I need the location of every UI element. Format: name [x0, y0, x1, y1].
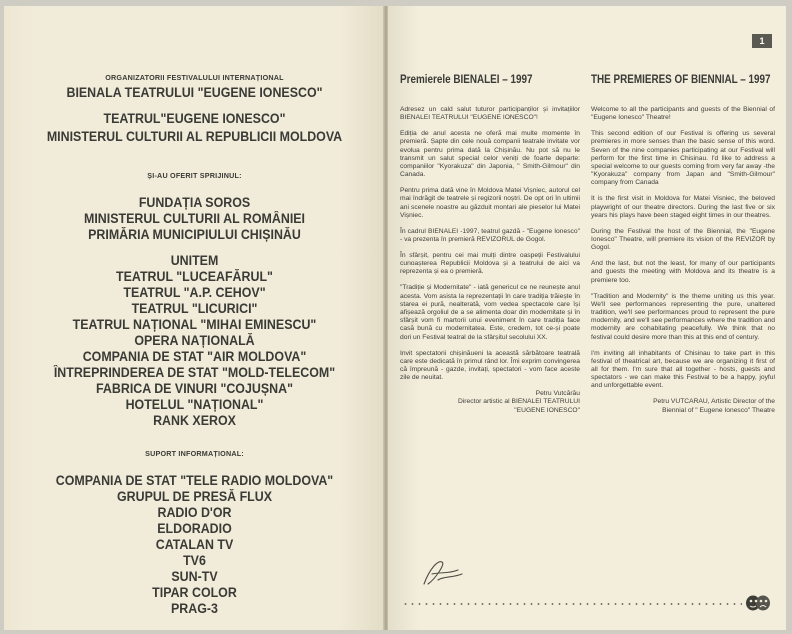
sponsor-line: RANK XEROX: [153, 413, 236, 428]
media-line: TIPAR COLOR: [152, 585, 237, 600]
paragraph: "Tradiție și Modernitate" - iată genericul ce ne reunește anul acesta. Vom asista la reprezentații în care tradiția trăiește în starea ei pură, nealterată, vom vedea spectacole care își afișează orgoliul de a se alimenta doar din modernitate și în sfârșit vom fi martorii unui eveniment în care tradiția face casă bună cu modernitatea. Este, credem, tot ce-și poate dori un Festival teatral de la sfârșitul secolului XX.: [400, 284, 580, 341]
paragraph: Welcome to all the participants and guests of the Biennial of "Eugene Ionesco" Theatre!: [591, 106, 775, 122]
media-line: TV6: [183, 553, 206, 568]
media-line: SUN-TV: [171, 569, 218, 584]
signature-line: Director artistic al BIENALEI TEATRULUI: [457, 398, 580, 406]
sponsor-line: TEATRUL NAȚIONAL "MIHAI EMINESCU": [72, 317, 317, 332]
media-line: CATALAN TV: [155, 537, 234, 552]
paragraph: Adresez un cald salut tuturor participanților și invitațiilor BIENALEI TEATRULUI "EUGENE IONESCO"!: [400, 106, 580, 122]
handwritten-signature: [418, 554, 466, 590]
paragraph: During the Festival the host of the Biennial, the "Eugene Ionesco" Theatre, will premiere its vision of the REVIZOR by Gogol.: [591, 227, 775, 252]
sponsor-line: HOTELUL "NAȚIONAL": [125, 397, 264, 412]
sponsor-line: OPERA NAȚIONALĂ: [134, 333, 255, 348]
sponsor-line: UNITEM: [170, 253, 219, 268]
media-line: GRUPUL DE PRESĂ FLUX: [116, 489, 273, 504]
sponsor-line: MINISTERUL CULTURII AL ROMÂNIEI: [83, 211, 306, 226]
sponsor-line: TEATRUL "A.P. CEHOV": [123, 285, 266, 300]
media-line: PRAG-3: [171, 601, 218, 616]
organizers-heading: ORGANIZATORII FESTIVALULUI INTERNAȚIONAL: [105, 73, 284, 82]
media-line: ELDORADIO: [157, 521, 232, 536]
paragraph: În sfârșit, pentru cei mai mulți dintre oaspeții Festivalului cunoașterea Republicii Moldova și a teatrului de aici va reprezenta și ea o premieră.: [400, 252, 580, 276]
media-line: RADIO D'OR: [157, 505, 232, 520]
left-page: [4, 6, 385, 630]
paragraph: Ediția de anul acesta ne oferă mai multe momente în premieră. Șapte din cele nouă companii teatrale invitate vor evolua pentru prima dată la Chișinău. Nu pot să nu le transmit un salut special celor veniți de foarte departe: companiilor "Kyorakuza" din Japonia, " Smith-Gilmour" din Canada.: [400, 130, 580, 179]
dotted-divider: [402, 603, 742, 605]
media-line: COMPANIA DE STAT "TELE RADIO MOLDOVA": [55, 473, 334, 488]
paragraph: "Tradition and Modernity" is the theme uniting us this year. We'll see performances representing the pure, unaltered tradition, we'll see performances proud to represent the pure modernity, and we'll see performances where the tradition and modernity are cohabitating peacefully. We think that no festival could desire more than this at this end of century.: [591, 292, 775, 341]
signature-line: Petru VUTCARAU, Artistic Director of the: [653, 398, 775, 406]
right-page: [388, 6, 786, 630]
title-en: THE PREMIERES OF BIENNIAL – 1997: [591, 74, 771, 86]
paragraph: Pentru prima dată vine în Moldova Matei Vișniec, autorul cel mai îndrăgit de teatrele și regizorii noștri. De opt ori în ultimii ani scenele noastre au găzduit montari ale pieselor lui Matei Vișniec.: [400, 187, 580, 219]
sponsor-line: ÎNTREPRINDEREA DE STAT "MOLD-TELECOM": [53, 365, 336, 380]
paragraph: And the last, but not the least, for many of our participants and guests the meeting with Moldova and its theatre is a premiere too.: [591, 260, 775, 284]
paragraph: I'm inviting all inhabitants of Chisinau to take part in this festival of theatrical art, because we are organizing it first of all for them. I'm sure that all together - hosts, guests and spectators - we can make this Festival to be a happy, joyful and unforgettable event.: [591, 349, 775, 390]
sponsor-line: TEATRUL "LUCEAFĂRUL": [116, 269, 273, 284]
support-heading: ȘI-AU OFERIT SPRIJINUL:: [147, 171, 242, 180]
sponsor-line: FUNDAȚIA SOROS: [138, 195, 251, 210]
signature-ro: [400, 390, 580, 415]
english-column: [591, 106, 775, 423]
organizer-line: TEATRUL"EUGENE IONESCO": [103, 111, 286, 126]
info-heading: SUPORT INFORMAȚIONAL:: [145, 449, 244, 458]
organizer-line: MINISTERUL CULTURII AL REPUBLICII MOLDOVA: [46, 129, 343, 144]
sponsor-line: FABRICA DE VINURI "COJUȘNA": [96, 381, 293, 396]
paragraph: Invit spectatorii chișinăueni la această sărbătoare teatrală care este dedicată în primul rând lor. Îmi exprim convingerea că împreună - gazde, invitați, spectatori - vom face aceste zile de neuitat.: [400, 349, 580, 382]
romanian-column: [400, 106, 580, 415]
paragraph: It is the first visit in Moldova for Matei Visniec, the beloved playwright of our theatre directors. During the last five or six years his plays have been staged eight times in our theatres.: [591, 195, 775, 219]
page-number: 1: [752, 34, 772, 48]
paragraph: În cadrul BIENALEI -1997, teatrul gazdă - "Eugene Ionesco" - va prezenta în premieră REVIZORUL de Gogol.: [400, 227, 580, 244]
title-ro: Premierele BIENALEI – 1997: [400, 74, 533, 86]
signature-line: Biennial of " Eugene Ionesco" Theatre: [662, 406, 775, 414]
organizer-line: BIENALA TEATRULUI "EUGENE IONESCO": [66, 85, 323, 100]
sponsor-line: COMPANIA DE STAT "AIR MOLDOVA": [82, 349, 307, 364]
signature-line: Petru Vutcărău: [535, 390, 580, 398]
signature-line: "EUGENE IONESCO": [514, 406, 580, 414]
sponsor-line: TEATRUL "LICURICI": [131, 301, 258, 316]
sponsor-line: PRIMĂRIA MUNICIPIULUI CHIȘINĂU: [88, 227, 301, 242]
paragraph: This second edition of our Festival is offering us several premieres in more senses than the basic sense of this word. Seven of the nine companies participating at our Festival will perform for the first time in Chisinau. I'd like to address a special welcome to our guests coming from very far away -the "Kyorakuza" company from Japan and "Smith-Gilmour" company from Canada: [591, 130, 775, 187]
signature-en: [591, 398, 775, 414]
festival-logo-icon: [744, 594, 772, 612]
